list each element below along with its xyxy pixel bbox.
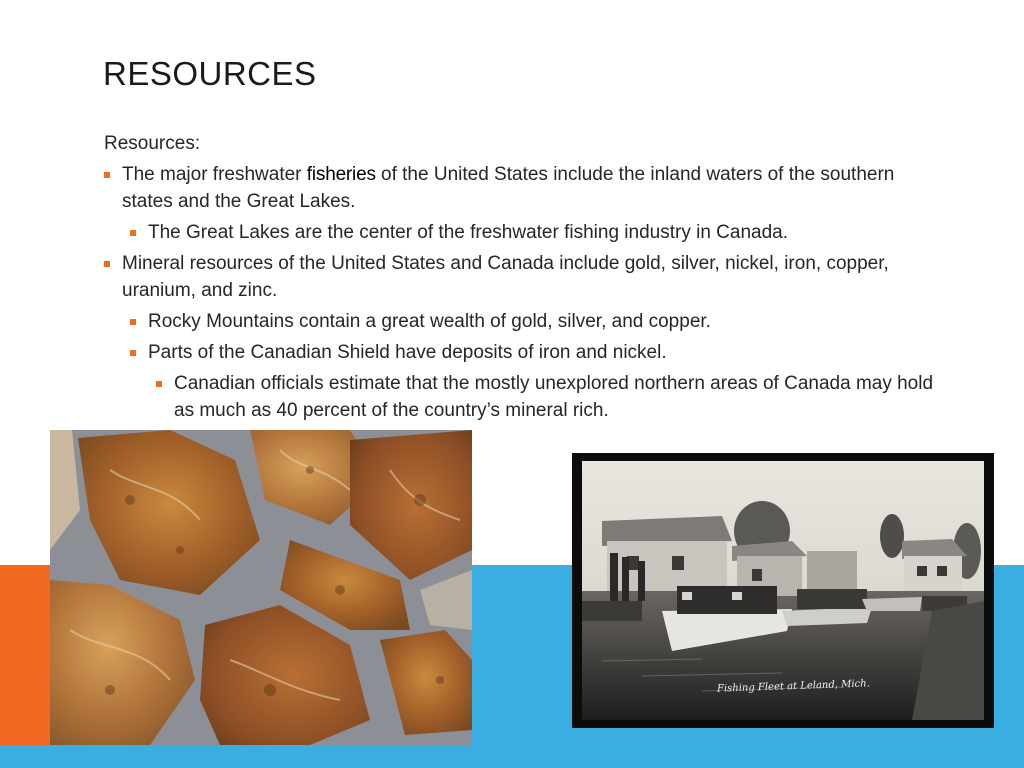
postcard-caption: Fishing Fleet at Leland, Mich. bbox=[716, 678, 870, 695]
mineral-rock-photo bbox=[50, 430, 472, 745]
bullet-minerals: Mineral resources of the United States and Canada include gold, silver, nickel, iron, copper, uranium, and zinc. bbox=[104, 250, 934, 304]
background-orange-band bbox=[0, 565, 52, 745]
bullet-great-lakes: The Great Lakes are the center of the freshwater fishing industry in Canada. bbox=[104, 219, 934, 246]
bullet-fisheries bbox=[104, 161, 934, 215]
keyword-fisheries: fisheries bbox=[306, 164, 376, 185]
bullet-rocky-mountains: Rocky Mountains contain a great wealth of gold, silver, and copper. bbox=[104, 308, 934, 335]
slide-body bbox=[104, 130, 934, 428]
bullet-officials-estimate: Canadian officials estimate that the mostly unexplored northern areas of Canada may hold as much as 40 percent of the country’s mineral rich. bbox=[104, 370, 934, 424]
bullet-fisheries-pre: The major freshwater bbox=[122, 164, 307, 185]
bullet-fisheries-post: of the United States include the inland waters of the southern states and the Great Lakes. bbox=[122, 164, 895, 212]
bullet-canadian-shield: Parts of the Canadian Shield have deposits of iron and nickel. bbox=[104, 339, 934, 366]
lead-text: Resources: bbox=[104, 133, 201, 154]
slide-title: RESOURCES bbox=[103, 55, 317, 92]
fishing-fleet-photo bbox=[572, 453, 994, 728]
mineral-rock-image bbox=[50, 430, 472, 745]
